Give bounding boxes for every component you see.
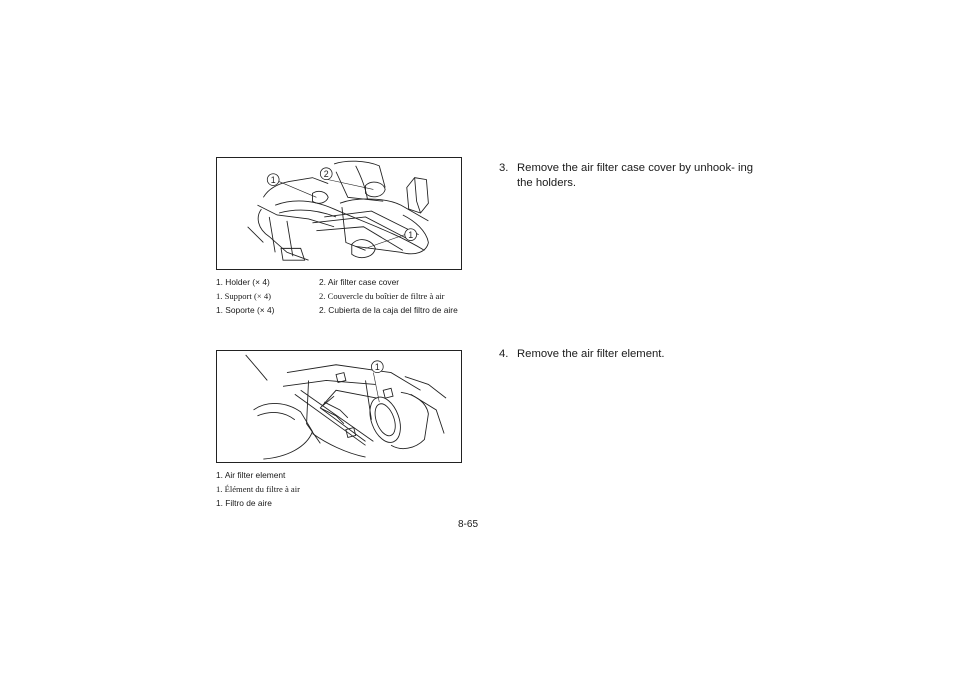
caption-row-spanish — [216, 496, 476, 510]
figure1-caption — [216, 275, 476, 317]
caption-item: 1. Élément du filtre à air — [216, 484, 300, 494]
caption-item: 2. Cubierta de la caja del filtro de aire — [319, 305, 458, 315]
page-number: 8-65 — [458, 519, 479, 530]
illustration-case-cover — [217, 158, 461, 269]
caption-item: 1. Air filter element — [216, 470, 286, 480]
caption-item: 2. Couvercle du boîtier de filtre à air — [319, 291, 445, 301]
callout-label: 1 — [374, 362, 380, 373]
caption-row-french — [216, 289, 476, 303]
caption-row-english — [216, 275, 476, 289]
caption-row-spanish — [216, 303, 476, 317]
callout-label: 1 — [270, 175, 276, 186]
caption-row-french — [216, 482, 476, 496]
callout-1-holder — [267, 174, 279, 186]
step-number: 4. — [499, 348, 509, 360]
step-text: Remove the air filter case cover by unhook- ing the holders. — [517, 162, 754, 189]
caption-row-english — [216, 468, 476, 482]
caption-item: 1. Holder (× 4) — [216, 277, 270, 287]
callout-label: 2 — [323, 169, 329, 180]
figure-air-filter-case-cover — [216, 157, 462, 270]
callout-label: 1 — [408, 230, 414, 241]
callout-1-holder-right — [405, 229, 417, 241]
callout-1-filter-element — [371, 361, 383, 373]
instruction-step-4 — [499, 347, 763, 362]
illustration-filter-element — [217, 351, 461, 462]
figure2-caption — [216, 468, 476, 510]
callout-2-case-cover — [320, 168, 332, 180]
caption-item: 2. Air filter case cover — [319, 277, 400, 287]
instruction-step-3 — [499, 161, 763, 191]
caption-item: 1. Support (× 4) — [216, 291, 271, 301]
caption-item: 1. Soporte (× 4) — [216, 305, 275, 315]
caption-item: 1. Filtro de aire — [216, 498, 272, 508]
figure-air-filter-element — [216, 350, 462, 463]
step-number: 3. — [499, 162, 509, 174]
step-text: Remove the air filter element. — [517, 348, 665, 360]
